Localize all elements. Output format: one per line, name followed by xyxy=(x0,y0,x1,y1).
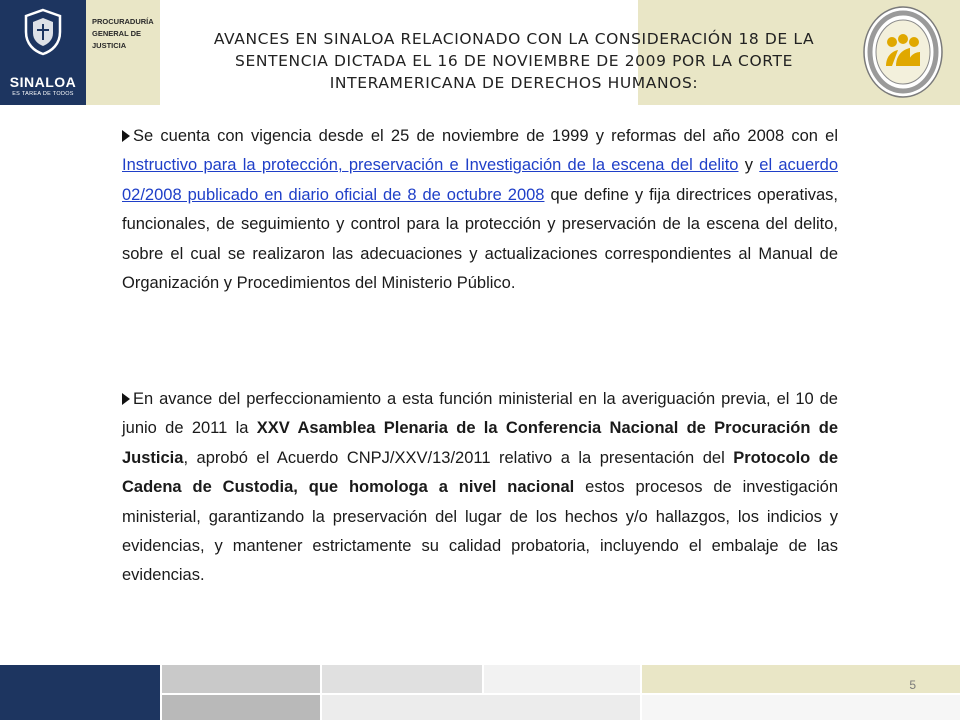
protocolo-bold-text: Protocolo de Cadena de Custodia, que homologa a nivel nacional xyxy=(122,448,838,497)
brand-name: SINALOA xyxy=(9,74,77,90)
asamblea-bold-text: XXV Asamblea Plenaria de la Conferencia Nacional de Procuración de Justicia xyxy=(122,419,839,467)
paragraph-1-text-c: que define y fija directrices operativas, funcionales, de seguimiento y control para la protección y preservación de la escena del delito, sobre el cual se realizaron las adecuaciones y actualizaciones correspondientes al Manual de Organización y Procedimientos del Ministerio Público. xyxy=(122,185,838,293)
footer-band xyxy=(484,665,640,693)
footer-band xyxy=(162,695,320,720)
paragraph-1-text-a: Se cuenta con vigencia desde el 25 de noviembre de 1999 y reformas del año 2008 con el xyxy=(133,127,838,145)
arrow-bullet-icon xyxy=(122,130,130,142)
brand-tagline: ES TAREA DE TODOS xyxy=(12,91,74,97)
acuerdo-link[interactable]: el acuerdo 02/2008 publicado en diario oficial de 8 de octubre 2008 xyxy=(122,156,838,204)
paragraph-2-text-b: , aprobó el Acuerdo CNPJ/XXV/13/2011 relativo a la presentación del xyxy=(183,448,734,467)
sinaloa-logo xyxy=(0,0,86,105)
page-title: AVANCES EN SINALOA RELACIONADO CON LA CONSIDERACIÓN 18 DE LA SENTENCIA DICTADA EL 16 DE NOVIEMBRE DE 2009 POR LA CORTE INTERAMERICANA DE DERECHOS HUMANOS: xyxy=(213,30,815,92)
page-number: 5 xyxy=(909,678,916,692)
paragraph-2 xyxy=(122,385,838,591)
organization-name xyxy=(92,16,158,52)
org-line-1: PROCURADURÍA xyxy=(92,17,154,26)
footer-band xyxy=(642,695,960,720)
footer-band xyxy=(162,665,320,693)
footer-bar xyxy=(0,665,960,720)
paragraph-2-text-a: En avance del perfeccionamiento a esta función ministerial en la averiguación previa, el 10 de junio de 2011 la xyxy=(122,390,838,438)
footer-band xyxy=(322,695,640,720)
arrow-bullet-icon xyxy=(122,393,130,405)
org-line-3: JUSTICIA xyxy=(92,41,127,50)
header-left-panel xyxy=(0,0,160,105)
paragraph-2-text-c: estos procesos de investigación ministerial, garantizando la preservación del lugar de los hechos y/o hallazgos, los indicios y evidencias, y mantener estrictamente su calidad probatoria, incluyendo el embalaje de las evidencias. xyxy=(122,478,839,585)
paragraph-1 xyxy=(122,122,838,298)
institution-seal-icon xyxy=(862,4,944,100)
paragraph-1-text-b: y xyxy=(738,156,760,175)
footer-band xyxy=(322,665,482,693)
instructivo-link[interactable]: Instructivo para la protección, preservación e Investigación de la escena del delito xyxy=(122,156,739,175)
state-shield-icon xyxy=(22,8,64,56)
org-line-2: GENERAL DE xyxy=(92,29,142,38)
footer-navy-block xyxy=(0,665,160,720)
